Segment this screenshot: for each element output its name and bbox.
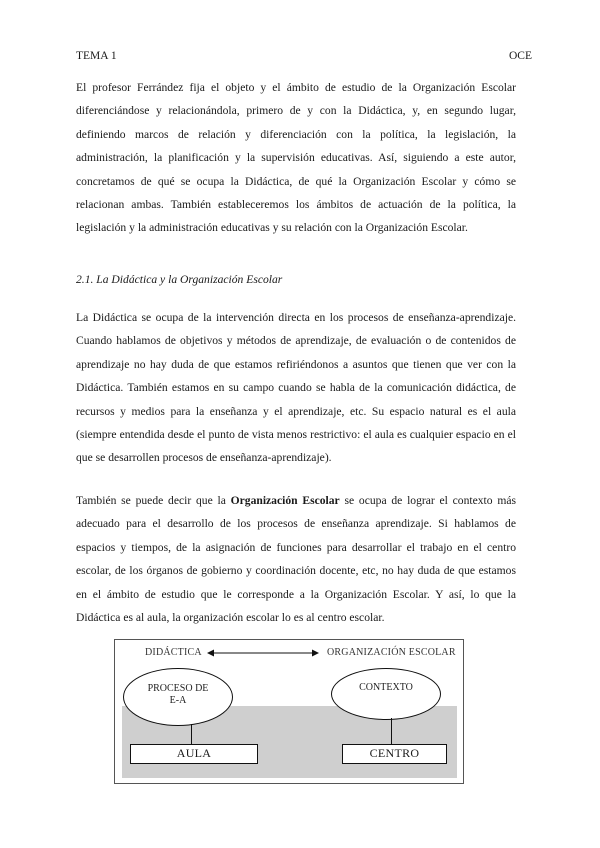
bold-term: Organización Escolar bbox=[230, 494, 340, 507]
header-course: OCE bbox=[509, 50, 532, 62]
ellipse-proceso-ea bbox=[123, 668, 233, 726]
connector-line-left bbox=[191, 724, 192, 744]
ellipse-proceso-line1: PROCESO DE bbox=[147, 683, 209, 694]
section-heading: 2.1. La Didáctica y la Organización Escolar bbox=[76, 273, 283, 286]
header-topic: TEMA 1 bbox=[76, 50, 117, 62]
connector-line-right bbox=[391, 718, 392, 744]
paragraph-text-start: También se puede decir que la bbox=[76, 494, 231, 507]
diagram-label-organizacion: ORGANIZACIÓN ESCOLAR bbox=[327, 647, 456, 658]
box-aula: AULA bbox=[130, 744, 258, 764]
ellipse-contexto-text: CONTEXTO bbox=[359, 682, 413, 693]
paragraph-text-end: se ocupa de lograr el contexto más adecuado para el desarrollo de los procesos de enseñanza aprendizaje. Si hablamos de espacios y tiempos, de la asignación de funciones para desarrollar el trabajo en el centro escolar, de los órganos de gobierno y coordinación docente, etc, no hay duda de que estamos en el ámbito de estudio que le corresponde a la Organización Escolar. Y así, lo que la Didáctica es al aula, la organización escolar lo es al centro escolar. bbox=[76, 494, 517, 625]
intro-paragraph: El profesor Ferrández fija el objeto y el ámbito de estudio de la Organización Escolar diferenciándose y relacionándola, primero de y con la Didáctica, y, en segundo lugar, definiendo marcos de relación y diferenciación con la política, la legislación, la administración, la planificación y la supervisión educativas. Así, siguiendo a este autor, concretamos de qué se ocupa la Didáctica, de qué la Organización Escolar y cómo se relacionan ambas. También estableceremos los ámbitos de actuación de la política, la legislación y la administración educativas y su relación con la Organización Escolar. bbox=[76, 81, 516, 235]
page-header bbox=[76, 50, 532, 66]
didactica-paragraph: La Didáctica se ocupa de la intervención directa en los procesos de enseñanza-aprendizaje. Cuando hablamos de objetivos y métodos de aprendizaje, de evaluación o de contenidos de aprendizaje no hay duda de que estamos refiriéndonos a asuntos que tienen que ver con la Didáctica. También estamos en su campo cuando se habla de la comunicación didáctica, de recursos y medios para la enseñanza y el aprendizaje, etc. Su espacio natural es el aula (siempre entendida desde el punto de vista menos restrictivo: el aula es cualquier espacio en el que se desarrollen procesos de enseñanza-aprendizaje). bbox=[76, 311, 516, 465]
ellipse-contexto bbox=[331, 668, 441, 720]
box-centro: CENTRO bbox=[342, 744, 447, 764]
double-arrow-icon bbox=[207, 648, 319, 658]
relationship-diagram bbox=[114, 639, 464, 784]
diagram-label-didactica: DIDÁCTICA bbox=[145, 647, 202, 658]
organizacion-paragraph bbox=[76, 489, 516, 629]
ellipse-proceso-line2: E-A bbox=[169, 695, 187, 706]
